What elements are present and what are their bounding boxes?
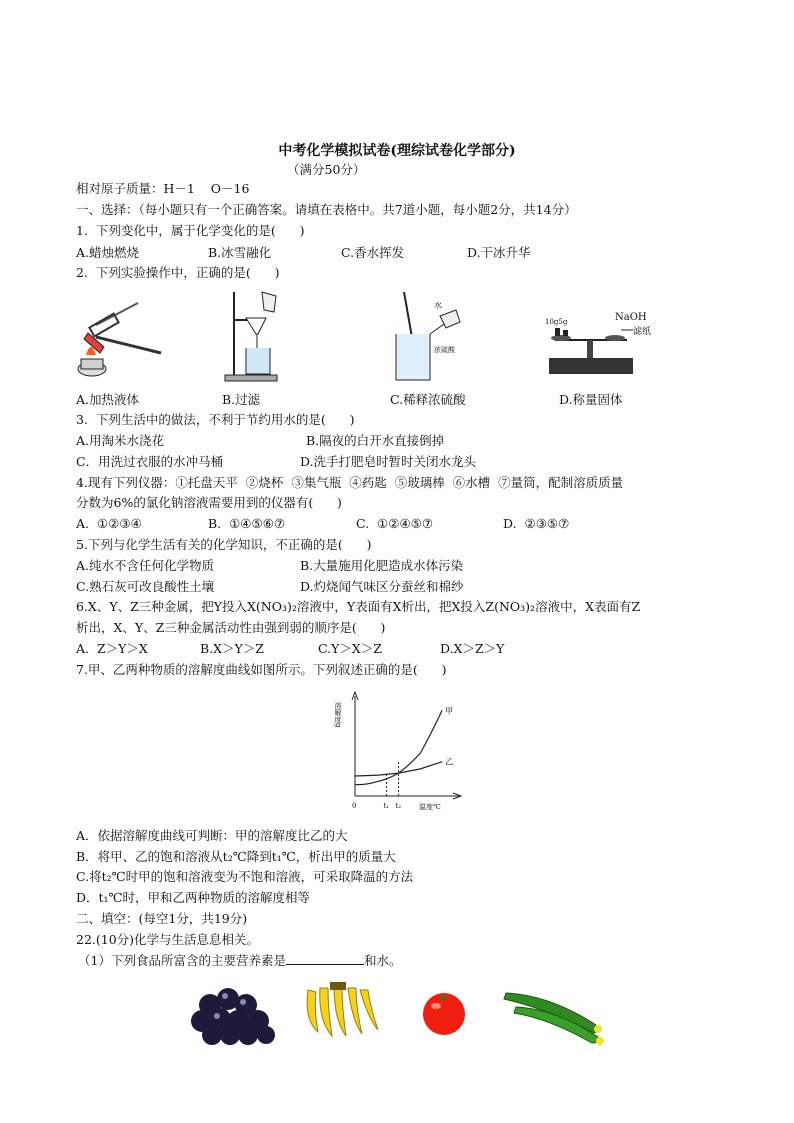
grapes-image [190,985,280,1045]
x-axis-label: 温度℃ [419,803,441,811]
q2-stem: 2. 下列实验操作中，正确的是( ) [76,265,280,280]
q3-option-c[interactable]: C．用洗过衣服的水冲马桶 [76,454,224,469]
dilution-figure [390,290,465,385]
filtration-figure [222,290,282,385]
page-title: 中考化学模拟试卷(理综试卷化学部分) [278,143,516,159]
q5-option-b[interactable]: B.大量施用化肥造成水体污染 [300,558,464,573]
q2-option-c[interactable]: C.稀释浓硫酸 [390,392,466,407]
tomato-image [420,988,468,1036]
q6-stem-line2: 析出，X、Y、Z三种金属活动性由强到弱的顺序是( ) [76,620,386,635]
answer-blank[interactable] [286,952,364,965]
weighing-figure [545,310,665,380]
solubility-chart [335,688,470,813]
q5-option-d[interactable]: D.灼烧闻气味区分蚕丝和棉纱 [300,579,464,594]
q5-stem: 5.下列与化学生活有关的化学知识，不正确的是( ) [76,537,372,552]
q5-option-c[interactable]: C.熟石灰可改良酸性土壤 [76,579,215,594]
q4-stem-line2: 分数为6%的氯化钠溶液需要用到的仪器有( ) [76,495,342,510]
q5-option-a[interactable]: A.纯水不含任何化学物质 [76,558,215,573]
q3-stem: 3. 下列生活中的做法，不利于节约用水的是( ) [76,412,355,427]
q22-part1-post: 和水。 [363,953,402,968]
q22-stem: 22.(10分)化学与生活息息相关。 [76,932,260,947]
series-label-jia: 甲 [445,706,454,716]
q7-stem: 7.甲、乙两种物质的溶解度曲线如图所示。下列叙述正确的是( ) [76,662,447,677]
q4-option-b[interactable]: B. ①④⑤⑥⑦ [208,516,286,531]
q7-option-a[interactable]: A．依据溶解度曲线可判断：甲的溶解度比乙的大 [76,828,348,843]
q1-option-b[interactable]: B.冰雪融化 [208,245,272,260]
q3-option-b[interactable]: B.隔夜的白开水直接倒掉 [306,433,445,448]
filter-paper-label: 滤纸 [633,327,652,337]
q1-option-a[interactable]: A.蜡烛燃烧 [76,245,140,260]
q6-option-c[interactable]: C.Y＞X＞Z [318,641,382,656]
q6-stem-line1: 6.X、Y、Z三种金属，把Y投入X(NO₃)₂溶液中，Y表面有X析出，把X投入Z(NO₃)₂溶液中，X表面有Z [76,599,641,614]
banana-image [300,980,385,1040]
x-tick-label: t₁ [383,802,390,810]
cucumber-image [500,985,608,1045]
q3-option-a[interactable]: A.用淘米水浇花 [76,433,165,448]
q1-option-c[interactable]: C.香水挥发 [341,245,405,260]
q4-stem-line1: 4.现有下列仪器：①托盘天平 ②烧杯 ③集气瓶 ④药匙 ⑤玻璃棒 ⑥水槽 ⑦量筒，配制溶质质量 [76,475,624,490]
section1-heading: 一、选择：（每小题只有一个正确答案。请填在表格中。共7道小题，每小题2分，共14分） [76,202,577,217]
q2-option-d[interactable]: D.称量固体 [559,392,623,407]
naoh-label: NaOH [615,312,647,323]
q4-option-a[interactable]: A. ①②③④ [76,516,142,531]
q22-part1 [78,952,401,970]
q3-option-d[interactable]: D.洗手打肥皂时暂时关闭水龙头 [300,454,477,469]
full-score: （满分50分） [287,162,366,177]
q4-option-d[interactable]: D. ②③⑤⑦ [503,516,570,531]
series-label-yi: 乙 [445,757,454,767]
x-tick-label: t₂ [395,802,402,810]
q6-option-b[interactable]: B.X＞Y＞Z [200,641,264,656]
y-axis-label: 溶解度g [334,702,342,728]
atomic-mass: 相对原子质量：H－1 O－16 [76,181,250,196]
q7-option-c[interactable]: C.将t₂℃时甲的饱和溶液变为不饱和溶液，可采取降温的方法 [76,869,414,884]
q1-stem: 1. 下列变化中，属于化学变化的是( ) [76,223,305,238]
heating-liquid-figure [76,295,168,390]
q7-option-b[interactable]: B．将甲、乙的饱和溶液从t₂℃降到t₁℃，析出甲的质量大 [76,849,396,864]
q2-option-a[interactable]: A.加热液体 [76,392,140,407]
weight-label: 10g5g [545,318,568,326]
water-label: 水 [434,301,442,310]
q4-option-c[interactable]: C. ①②④⑤⑦ [356,516,434,531]
section2-heading: 二、填空：(每空1分，共19分) [76,911,248,926]
q6-option-d[interactable]: D.X＞Z＞Y [440,641,505,656]
q1-option-d[interactable]: D.干冰升华 [467,245,531,260]
q2-option-b[interactable]: B.过滤 [222,392,261,407]
acid-label: 浓硫酸 [434,346,455,354]
q6-option-a[interactable]: A. Z＞Y＞X [76,641,148,656]
origin-label: 0 [352,802,357,810]
q22-part1-pre: （1）下列食品所富含的主要营养素是 [78,953,286,968]
q7-option-d[interactable]: D．t₁℃时，甲和乙两种物质的溶解度相等 [76,890,311,905]
